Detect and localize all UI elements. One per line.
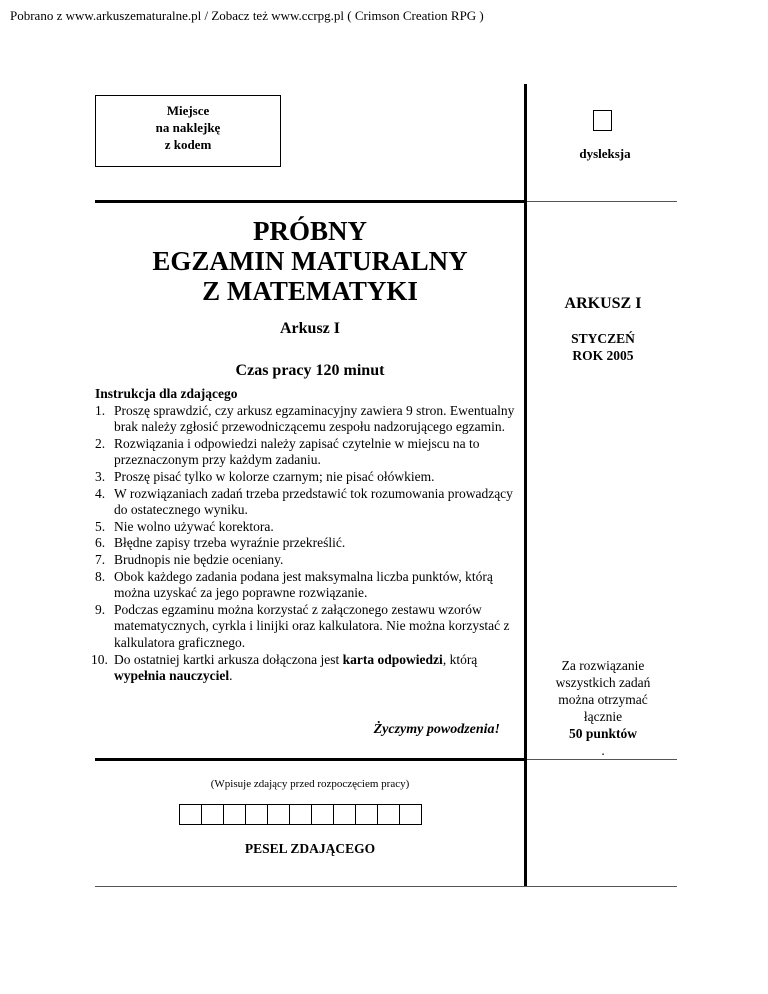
pesel-instruction: (Wpisuje zdający przed rozpoczęciem pracy) <box>210 778 410 790</box>
points-note-line2: wszystkich zadań <box>555 675 651 690</box>
item-text: Do ostatniej kartki arkusza dołączona jest <box>114 651 343 667</box>
divider-footer <box>95 886 677 887</box>
pesel-digit-box[interactable] <box>289 804 312 825</box>
item-number: 8. <box>95 568 106 584</box>
pesel-digit-box[interactable] <box>245 804 268 825</box>
time-subtitle: Czas pracy 120 minut <box>235 362 385 379</box>
good-luck-wish: Życzymy powodzenia! <box>373 722 500 737</box>
instructions-list <box>91 402 520 685</box>
divider-bottom-left <box>95 758 525 761</box>
pesel-digit-box[interactable] <box>311 804 334 825</box>
pesel-digit-box[interactable] <box>179 804 202 825</box>
points-note-prefix: łącznie <box>583 709 623 724</box>
points-note-suffix: . <box>601 743 605 758</box>
instructions <box>91 386 520 685</box>
item-text: Rozwiązania i odpowiedzi należy zapisać czytelnie w miejscu na to przeznaczonym przy każdym zadaniu. <box>114 435 480 468</box>
sticker-placeholder-box <box>95 95 281 167</box>
item-text: Błędne zapisy trzeba wyraźnie przekreślić. <box>114 535 346 551</box>
pesel-digit-box[interactable] <box>267 804 290 825</box>
exam-title-line2: EGZAMIN MATURALNY <box>152 246 468 276</box>
points-note-line4 <box>530 708 676 759</box>
divider-top-left <box>95 200 525 203</box>
divider-top-right <box>527 201 677 202</box>
list-item <box>95 436 520 469</box>
list-item <box>95 486 520 519</box>
pesel-digit-box[interactable] <box>355 804 378 825</box>
exam-date <box>530 330 676 364</box>
item-text: Proszę pisać tylko w kolorze czarnym; nie pisać ołówkiem. <box>114 468 435 484</box>
item-number: 1. <box>95 402 106 418</box>
list-item <box>95 535 520 552</box>
item-emphasis: wypełnia nauczyciel <box>114 668 230 684</box>
item-number: 7. <box>95 551 106 567</box>
pesel-digit-box[interactable] <box>377 804 400 825</box>
exam-year: ROK 2005 <box>572 348 634 363</box>
item-text: , którą <box>442 651 478 667</box>
sticker-label-line3: z kodem <box>164 137 212 152</box>
vertical-divider <box>524 84 527 887</box>
exam-title-line1: PRÓBNY <box>253 216 367 246</box>
sheet-subtitle: Arkusz I <box>279 320 340 337</box>
pesel-digit-box[interactable] <box>333 804 356 825</box>
item-number: 5. <box>95 518 106 534</box>
points-note-line3: można otrzymać <box>558 692 648 707</box>
pesel-digit-box[interactable] <box>399 804 422 825</box>
dyslexia-checkbox[interactable] <box>593 110 612 131</box>
list-item <box>91 651 520 685</box>
item-number: 2. <box>95 435 106 451</box>
item-text: Podczas egzaminu można korzystać z załączonego zestawu wzorów matematycznych, cyrkla i linijki oraz kalkulatora. Nie można korzystać z kalkulatora graficznego. <box>114 601 510 650</box>
item-text: . <box>229 668 233 684</box>
item-number: 9. <box>95 601 106 617</box>
points-note <box>530 657 676 759</box>
pesel-input-boxes[interactable] <box>180 804 422 825</box>
sticker-label-line2: na naklejkę <box>155 120 221 135</box>
sticker-label-line1: Miejsce <box>166 103 210 118</box>
pesel-digit-box[interactable] <box>201 804 224 825</box>
item-text: Brudnopis nie będzie oceniany. <box>114 551 284 567</box>
list-item <box>95 403 520 436</box>
list-item <box>95 602 520 652</box>
exam-title <box>95 216 525 306</box>
item-number: 4. <box>95 485 106 501</box>
list-item <box>95 469 520 486</box>
item-number: 6. <box>95 535 106 551</box>
dyslexia-label: dysleksja <box>579 146 631 161</box>
source-header: Pobrano z www.arkuszematuralne.pl / Zobacz też www.ccrpg.pl ( Crimson Creation RPG ) <box>10 8 484 23</box>
exam-month: STYCZEŃ <box>571 331 635 346</box>
pesel-digit-box[interactable] <box>223 804 246 825</box>
item-number: 3. <box>95 468 106 484</box>
points-note-line1: Za rozwiązanie <box>561 658 645 673</box>
item-emphasis: karta odpowiedzi <box>342 651 443 667</box>
pesel-label: PESEL ZDAJĄCEGO <box>244 841 376 856</box>
item-text: Obok każdego zadania podana jest maksymalna liczba punktów, którą można uzyskać za jego poprawne rozwiązanie. <box>114 568 493 601</box>
exam-title-line3: Z MATEMATYKI <box>202 276 418 306</box>
divider-bottom-right <box>527 759 677 760</box>
sheet-label-right: ARKUSZ I <box>564 295 642 312</box>
points-total: 50 punktów <box>569 726 637 741</box>
list-item <box>95 569 520 602</box>
list-item <box>95 519 520 536</box>
item-text: Proszę sprawdzić, czy arkusz egzaminacyjny zawiera 9 stron. Ewentualny brak należy zgłosić przewodniczącemu zespołu nadzorującego egzamin. <box>114 402 515 435</box>
item-text: Nie wolno używać korektora. <box>114 518 274 534</box>
instructions-heading: Instrukcja dla zdającego <box>95 386 238 401</box>
item-number: 10. <box>91 651 108 667</box>
item-text: W rozwiązaniach zadań trzeba przedstawić tok rozumowania prowadzący do ostatecznego wyniku. <box>114 485 513 518</box>
list-item <box>95 552 520 569</box>
